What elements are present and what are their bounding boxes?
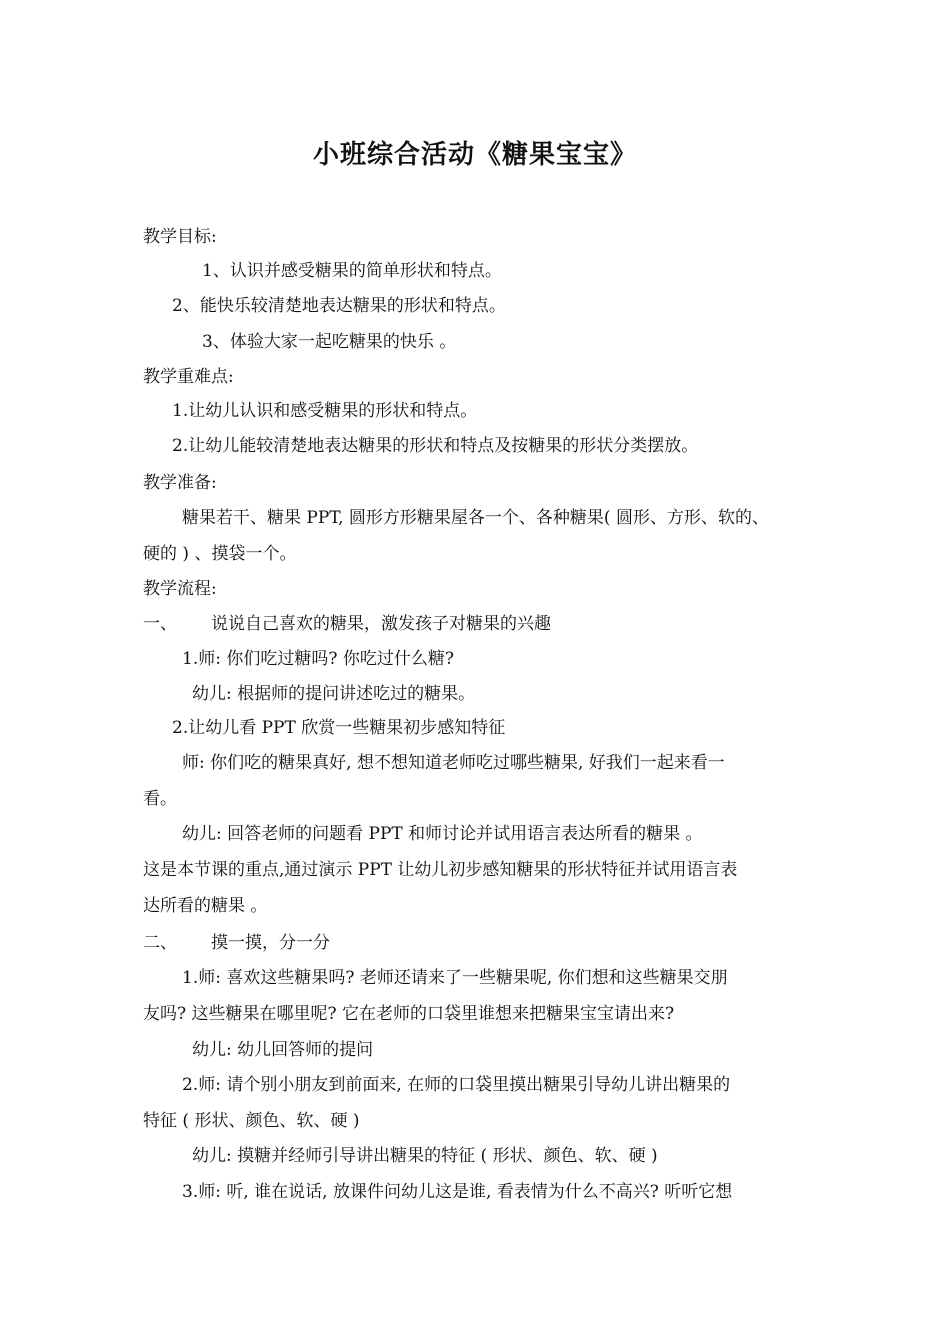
step-2-line: 3.师: 听, 谁在说话, 放课件问幼儿这是谁, 看表情为什么不高兴? 听听它想 (182, 1182, 733, 1202)
goal-item-2: 2、能快乐较清楚地表达糖果的形状和特点。 (172, 296, 506, 316)
step-2-line: 2.师: 请个别小朋友到前面来, 在师的口袋里摸出糖果引导幼儿讲出糖果的 (182, 1075, 731, 1095)
step-1-line: 这是本节课的重点,通过演示 PPT 让幼儿初步感知糖果的形状特征并试用语言表 (143, 860, 738, 880)
step-2-line: 1.师: 喜欢这些糖果吗? 老师还请来了一些糖果呢, 你们想和这些糖果交朋 (182, 968, 728, 988)
step-2-line: 幼儿: 幼儿回答师的提问 (192, 1040, 374, 1060)
step-1-line: 看。 (143, 789, 177, 809)
key-point-2: 2.让幼儿能较清楚地表达糖果的形状和特点及按糖果的形状分类摆放。 (172, 436, 699, 456)
step-1-line: 师: 你们吃的糖果真好, 想不想知道老师吃过哪些糖果, 好我们一起来看一 (182, 753, 725, 773)
step-1-header (143, 613, 551, 635)
goals-heading: 教学目标: (143, 227, 217, 247)
step-1-line: 1.师: 你们吃过糖吗? 你吃过什么糖? (182, 649, 454, 669)
step-1-number: 一、 (143, 614, 177, 634)
step-1-line: 幼儿: 回答老师的问题看 PPT 和师讨论并试用语言表达所看的糖果 。 (182, 824, 703, 844)
key-point-1: 1.让幼儿认识和感受糖果的形状和特点。 (172, 401, 478, 421)
step-2-line: 友吗? 这些糖果在哪里呢? 它在老师的口袋里谁想来把糖果宝宝请出来? (143, 1004, 675, 1024)
step-2-line: 特征 ( 形状、颜色、软、硬 ) (143, 1111, 360, 1131)
step-2-line: 幼儿: 摸糖并经师引导讲出糖果的特征 ( 形状、颜色、软、硬 ) (192, 1146, 658, 1166)
goal-item-3: 3、体验大家一起吃糖果的快乐 。 (202, 332, 457, 352)
key-points-heading: 教学重难点: (143, 367, 234, 387)
process-heading: 教学流程: (143, 579, 217, 599)
step-2-number: 二、 (143, 933, 177, 953)
preparation-line-1: 糖果若干、糖果 PPT, 圆形方形糖果屋各一个、各种糖果( 圆形、方形、软的、 (182, 508, 769, 528)
step-1-title: 说说自己喜欢的糖果，激发孩子对糖果的兴趣 (211, 614, 551, 634)
page-title: 小班综合活动《糖果宝宝》 (312, 140, 637, 170)
preparation-heading: 教学准备: (143, 473, 217, 493)
preparation-line-2: 硬的 ) 、摸袋一个。 (143, 544, 297, 564)
step-1-line: 幼儿: 根据师的提问讲述吃过的糖果。 (192, 684, 476, 704)
step-2-header (143, 932, 330, 954)
goal-item-1: 1、认识并感受糖果的简单形状和特点。 (202, 261, 502, 281)
step-2-title: 摸一摸，分一分 (211, 933, 330, 953)
step-1-line: 达所看的糖果 。 (143, 896, 268, 916)
step-1-line: 2.让幼儿看 PPT 欣赏一些糖果初步感知特征 (172, 718, 506, 738)
